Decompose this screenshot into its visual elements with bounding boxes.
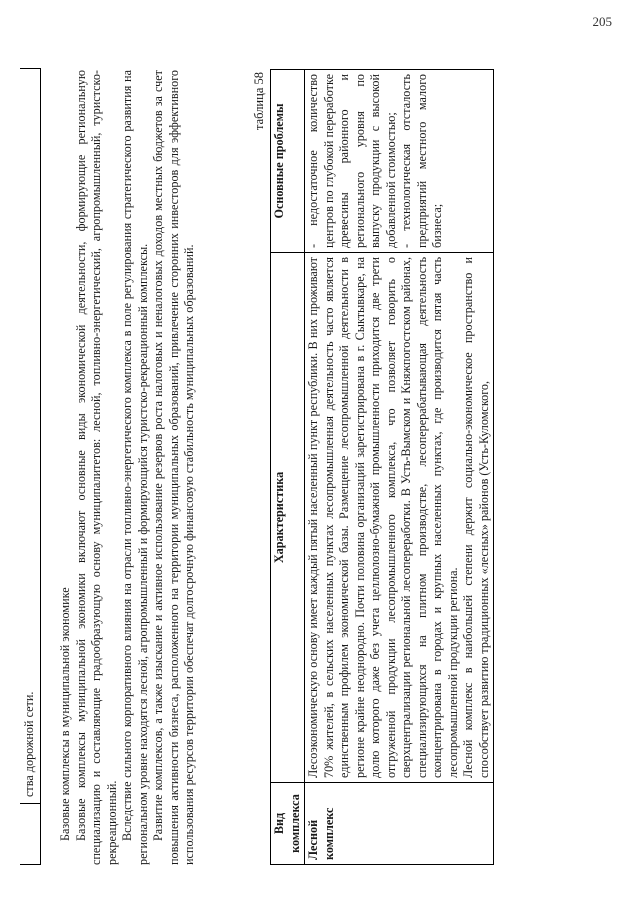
- paragraph: Базовые комплексы муниципальной экономики включают основные виды экономической деятельности, формирующие региональную специализацию и составляющие градообразующую основу муниципалитетов: лесной, топливно-энергетический, агропромышленный, туристско-рекреационный.: [73, 70, 119, 865]
- description-part: Лесоэкономическую основу имеет каждый пятый населенный пункт республики. В них проживают 70% жителей, в сельских населенных пунктах лесопромышленная деятельность часто является единственным профилем экономической базы. Размещение лесопромышленной деятельности в регионе крайне неоднородно. Почти половина организаций зарегистрирована в г. Сыктывкаре, на долю которого даже без учета целлюлозно-бумажной промышленности приходится две трети отгруженной продукции лесопромышленного комплекса, что позволяет говорить о сверхцентрализации региональной лесопереработки. В Усть-Вымском и Княжпогостском районах, специализирующихся на плитном производстве, лесоперерабатывающая деятельность сконцентрирована в городах и крупных населенных пунктах, где производится пятая часть лесопромышленной продукции региона.: [306, 257, 460, 778]
- page-number: 205: [592, 14, 612, 29]
- table-header-row: [271, 70, 305, 865]
- description-part: Лесной комплекс в наибольшей степени держит социально-экономическое пространство и способствует развитию традиционных «лесных» районов (Усть-Куломского,: [461, 257, 491, 778]
- top-table-fragment: [20, 68, 41, 865]
- problem-item: - технологическая отсталость предприятий местного малого бизнеса;: [399, 74, 444, 248]
- cell-problems: [305, 70, 494, 253]
- rotated-page-content: [20, 50, 605, 885]
- cell-description: [305, 253, 494, 783]
- top-table-text-cell: ства дорожной сети.: [22, 691, 36, 797]
- header-kind: Вид комплекса: [271, 783, 305, 865]
- table-label: таблица 58: [252, 72, 266, 131]
- header-description: Характеристика: [271, 253, 305, 783]
- cell-kind: Лесной комплекс: [305, 783, 494, 865]
- paragraph: Развитие комплексов, а также изыскание и активное использование резервов роста налоговых и неналоговых доходов местных бюджетов за счет повышения активности бизнеса, расположенного на территории муниципальных образований, привлечение сторонних инвесторов для эффективного использования ресурсов территории обеспечат долгосрочную финансовую стабильность муниципальных образований.: [151, 70, 196, 865]
- complex-table: [270, 69, 494, 865]
- section-title: Базовые комплексы в муниципальной экономике: [58, 587, 72, 841]
- top-table-empty-cell: [20, 803, 40, 864]
- paragraph: Вследствие сильного корпоративного влияния на отрасли топливно-энергетического комплекса в поле регулирования стратегического развития на региональном уровне находятся лесной, агропромышленный и формирующийся туристско-рекреационный комплексы.: [120, 70, 150, 865]
- table-row: [305, 70, 494, 865]
- problem-item: - недостаточное количество центров по глубокой переработке древесины районного и регионального уровня по выпуску продукции с высокой добавленной стоимостью;: [306, 74, 398, 248]
- body-text: [58, 70, 198, 865]
- header-problems: Основные проблемы: [271, 70, 305, 253]
